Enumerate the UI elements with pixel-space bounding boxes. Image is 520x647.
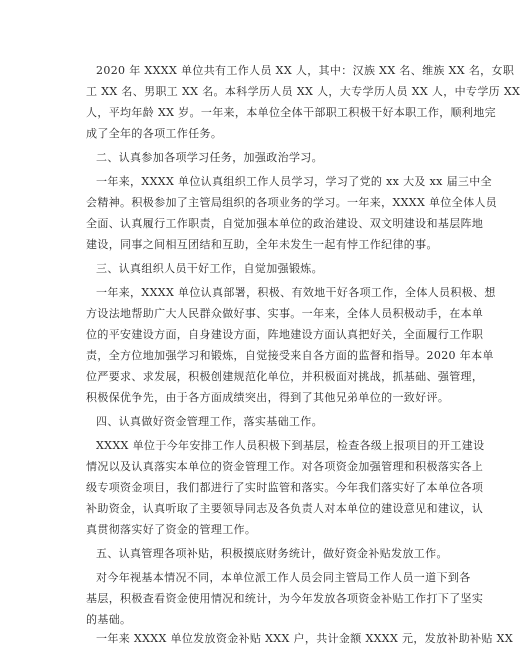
paragraph-3-line-2: 方设法地帮助广大人民群众做好事、实事。一年来，全体人员积极动手，在本单	[86, 307, 484, 320]
paragraph-1-line-1: 2020 年 XXXX 单位共有工作人员 XX 人，其中：汉族 XX 名、维族 XX 名，女职	[96, 64, 515, 77]
section-heading-2: 二、认真参加各项学习任务，加强政治学习。	[96, 151, 323, 164]
paragraph-4-line-4: 补助资金，认真听取了主要领导同志及各负责人对本单位的建设意见和建议，认	[86, 502, 484, 515]
paragraph-3-line-6: 积极保优争先，由于各方面成绩突出，得到了其他兄弟单位的一致好评。	[86, 391, 450, 404]
paragraph-1-line-3: 人，平均年龄 XX 岁。一年来，本单位全体干部职工积极干好本职工作，顺利地完	[86, 106, 496, 119]
paragraph-1-line-2: 工 XX 名、男职工 XX 名。本科学历人员 XX 人，大专学历人员 XX 人，中专学历 XX	[86, 85, 520, 98]
paragraph-5-line-1: 对今年视基本情况不同，本单位派工作人员会同主管局工作人员一道下到各	[96, 571, 471, 584]
paragraph-4-line-5: 真贯彻落实好了资金的管理工作。	[86, 523, 257, 536]
paragraph-2-line-2: 会精神。积极参加了主管局组织的各项业务的学习。一年来，XXXX 单位全体人员	[86, 196, 498, 209]
paragraph-2-line-1: 一年来，XXXX 单位认真组织工作人员学习，学习了党的 xx 大及 xx 届三中全	[96, 175, 492, 188]
paragraph-5-line-3: 的基础。	[86, 613, 132, 626]
paragraph-3-line-5: 位严要求、求发展，积极创建规范化单位，并积极面对挑战，抓基础、强管理，	[86, 370, 484, 383]
paragraph-3-line-3: 位的平安建设方面，自身建设方面，阵地建设方面认真把好关，全面履行工作职	[86, 328, 484, 341]
section-heading-4: 四、认真做好资金管理工作，落实基础工作。	[96, 415, 323, 428]
paragraph-6-line-1: 一年来 XXXX 单位发放资金补贴 XXX 户，共计金额 XXXX 元，发放补助补贴 XX	[96, 632, 514, 645]
paragraph-2-line-4: 建设，同事之间相互团结和互助，全年未发生一起有悖工作纪律的事。	[86, 238, 438, 251]
paragraph-1-line-4: 成了全年的各项工作任务。	[86, 127, 223, 140]
paragraph-2-line-3: 全面、认真履行工作职责，自觉加强本单位的政治建设、双文明建设和基层阵地	[86, 217, 484, 230]
section-heading-5: 五、认真管理各项补贴，积极摸底财务统计，做好资金补贴发放工作。	[96, 547, 448, 560]
paragraph-4-line-3: 级专项资金项目，我们都进行了实时监管和落实。今年我们落实好了本单位各项	[86, 481, 484, 494]
section-heading-3: 三、认真组织人员干好工作，自觉加强锻炼。	[96, 262, 323, 275]
paragraph-4-line-2: 情况以及认真落实本单位的资金管理工作。对各项资金加强管理和积极落实各上	[86, 460, 484, 473]
paragraph-5-line-2: 基层，积极查看资金使用情况和统计，为今年发放各项资金补贴工作打下了坚实	[86, 592, 484, 605]
paragraph-3-line-4: 责，全方位地加强学习和锻炼，自觉接受来自各方面的监督和指导。2020 年本单	[86, 349, 494, 362]
paragraph-3-line-1: 一年来，XXXX 单位认真部署，积极、有效地干好各项工作，全体人员积极、想	[96, 286, 496, 299]
paragraph-4-line-1: XXXX 单位于今年安排工作人员积极下到基层，检查各级上报项目的开工建设	[96, 439, 485, 452]
